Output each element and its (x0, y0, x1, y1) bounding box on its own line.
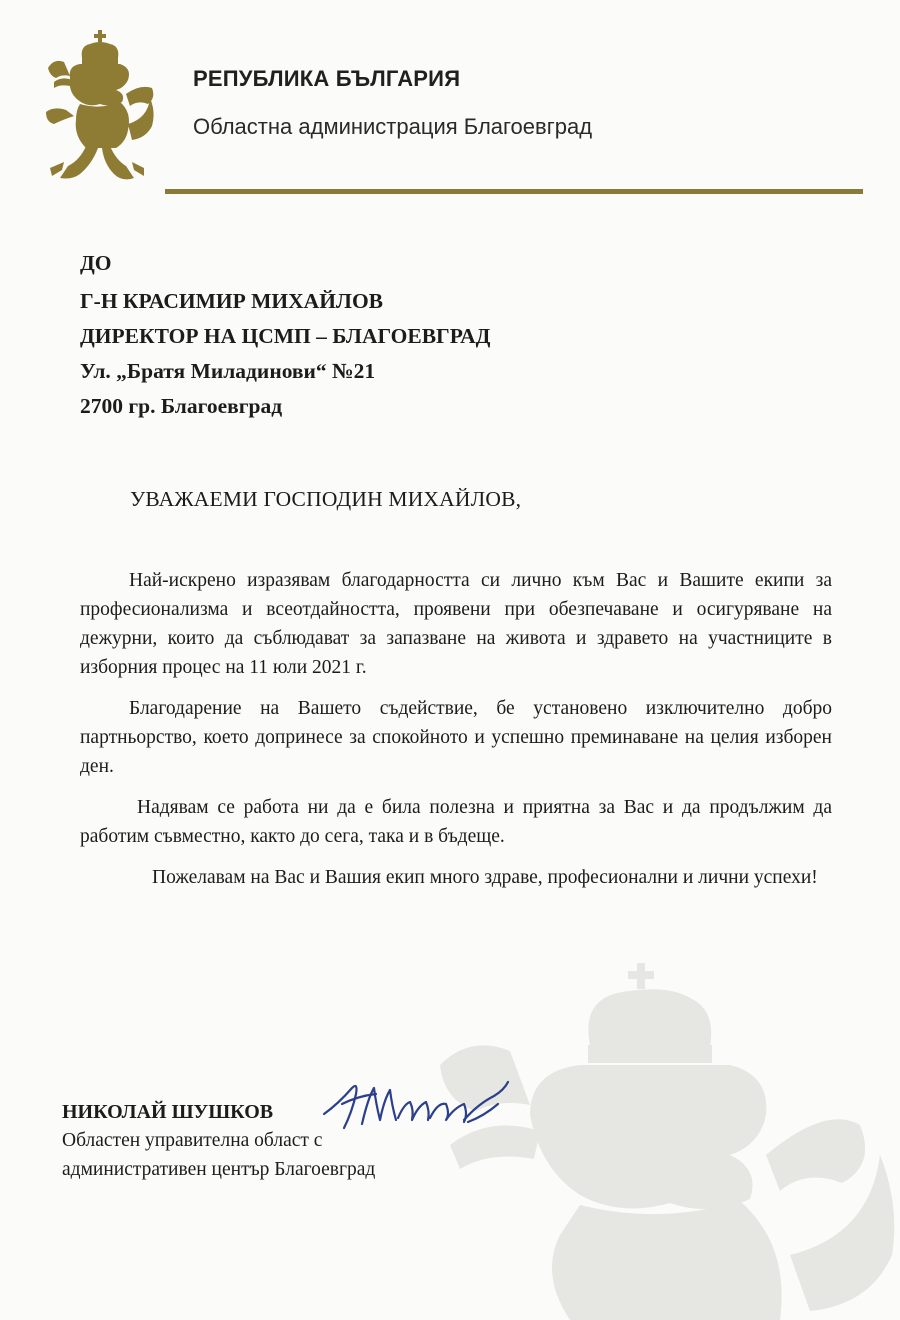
header-subtitle: Областна администрация Благоевград (193, 114, 593, 139)
signer-role-line2: административен център Благоевград (62, 1159, 376, 1180)
header-title: РЕПУБЛИКА БЪЛГАРИЯ (193, 66, 461, 91)
addressee-block (80, 246, 490, 424)
paragraph: Най-искрено изразявам благодарността си лично към Вас и Вашите екипи за професионализма и всеотдайността, проявени при обезпечаване и осигуряване на дежурни, които да съблюдават за запазване на живота и здравето на участниците в изборния процес на 11 юли 2021 г. (80, 570, 832, 678)
signature-icon (318, 1074, 514, 1138)
paragraph: Пожелавам на Вас и Вашия екип много здраве, професионални и лични успехи! (152, 867, 818, 888)
signer-role-line1: Областен управителна област с (62, 1130, 323, 1151)
crest-lion-icon (40, 28, 160, 186)
salutation: УВАЖАЕМИ ГОСПОДИН МИХАЙЛОВ, (130, 487, 522, 511)
paragraph: Благодарение на Вашето съдействие, бе установено изключително добро партньорство, което допринесе за спокойното и успешно преминаване на целия изборен ден. (80, 698, 832, 777)
addressee-street: Ул. „Братя Миладинови“ №21 (80, 359, 376, 383)
paragraph: Надявам се работа ни да е била полезна и приятна за Вас и да продължим да работим съвместно, както до сега, така и в бъдеще. (80, 797, 832, 847)
addressee-city: 2700 гр. Благоевград (80, 394, 283, 418)
addressee-position: ДИРЕКТОР НА ЦСМП – БЛАГОЕВГРАД (80, 324, 491, 348)
addressee-name: Г-Н КРАСИМИР МИХАЙЛОВ (80, 289, 384, 313)
letter-body (80, 566, 832, 892)
addressee-to: ДО (80, 251, 112, 275)
header-divider (165, 189, 863, 194)
signer-name: НИКОЛАЙ ШУШКОВ (62, 1101, 274, 1123)
